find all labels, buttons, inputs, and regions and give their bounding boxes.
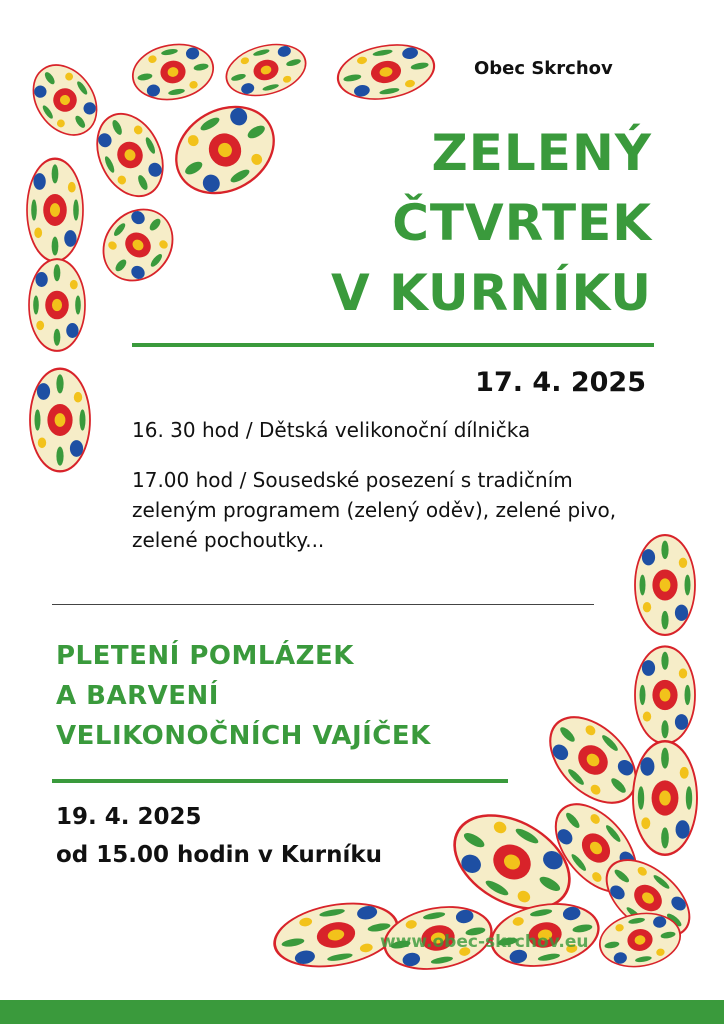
easter-egg-icon	[30, 369, 90, 472]
event2-time-place: od 15.00 hodin v Kurníku	[56, 842, 382, 868]
subtitle-line-2: A BARVENÍ	[56, 681, 219, 711]
easter-egg-icon	[29, 259, 85, 351]
easter-egg-icon	[635, 535, 695, 635]
subtitle-line-3: VELIKONOČNÍCH VAJÍČEK	[56, 721, 431, 751]
organizer-name: Obec Skrchov	[474, 58, 613, 79]
event2-date: 19. 4. 2025	[56, 804, 202, 830]
easter-egg-icon	[635, 646, 695, 743]
easter-egg-icon	[161, 90, 290, 211]
easter-egg-icon	[27, 159, 83, 262]
footer-green-bar	[0, 1000, 724, 1024]
divider-green-bottom	[52, 779, 508, 783]
easter-egg-icon	[221, 36, 312, 103]
subtitle-line-1: PLETENÍ POMLÁZEK	[56, 641, 354, 671]
main-title-line-1: ZELENÝ	[431, 124, 652, 182]
event1-date: 17. 4. 2025	[475, 367, 646, 398]
easter-egg-icon	[85, 103, 176, 207]
main-title-line-2: ČTVRTEK	[392, 194, 652, 252]
event1-gathering-text: 17.00 hod / Sousedské posezení s tradičním zeleným programem (zelený oděv), zelené pivo, zelené pochoutky...	[132, 468, 617, 552]
easter-egg-icon	[633, 741, 697, 854]
divider-thin	[52, 604, 594, 605]
easter-egg-icon	[20, 53, 109, 147]
website-link[interactable]: www.obec-skrchov.eu	[380, 932, 589, 952]
easter-egg-icon	[89, 195, 187, 294]
easter-egg-icon	[128, 38, 217, 105]
easter-egg-icon	[334, 38, 439, 106]
event1-workshop-text: 16. 30 hod / Dětská velikonoční dílnička	[132, 418, 531, 442]
main-title-line-3: V KURNÍKU	[331, 264, 652, 322]
divider-green-top	[132, 343, 654, 347]
